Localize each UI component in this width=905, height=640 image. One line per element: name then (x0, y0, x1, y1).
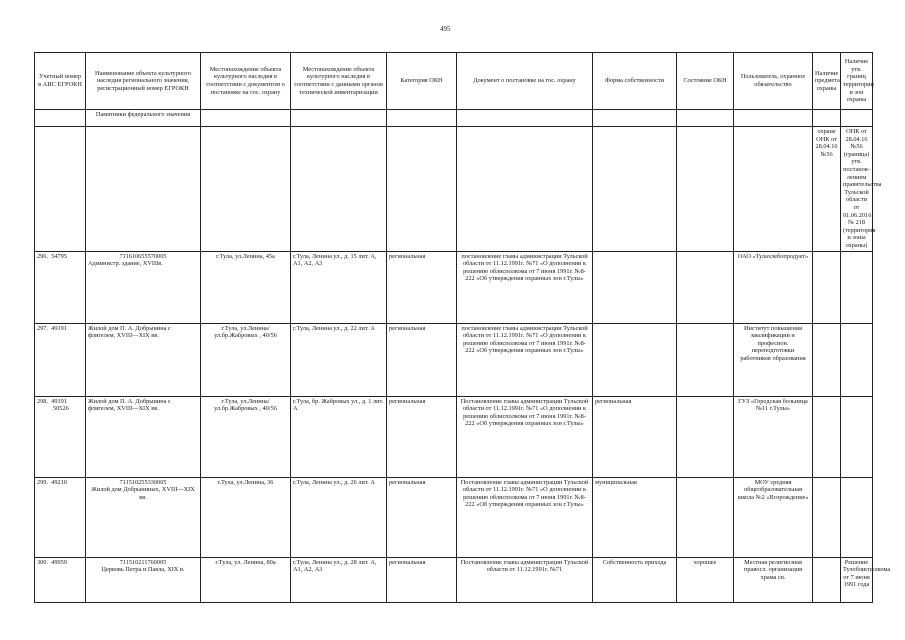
table-row (35, 251, 873, 323)
row-loc-tech: г.Тула, бр. Жабровых ул., д. 1 лит. А (291, 396, 387, 477)
row-user: ОАО «Тулахлебопродукт» (734, 251, 813, 323)
page-number: 495 (440, 25, 451, 33)
row-zones (841, 396, 873, 477)
row-subject (813, 251, 841, 323)
row-condition (677, 396, 734, 477)
row-zones: Решение Тулоблисполкома от 7 июня 1991 года (841, 557, 873, 602)
row-subject (813, 323, 841, 396)
row-user: Местная религиозная правосл. организация храма св. (734, 557, 813, 602)
header-doc: Документ о постановке на гос. охрану (457, 53, 593, 110)
row-user: ГУЗ «Городская больница №11 г.Тулы» (734, 396, 813, 477)
table-subheader-row (35, 110, 873, 127)
row-uchet: 299. 49210 (35, 477, 86, 557)
row-loc-tech: г.Тула, Ленина ул., д. 28 лит. А, А1, А2, А3 (291, 557, 387, 602)
row-condition (677, 251, 734, 323)
row-subject (813, 557, 841, 602)
row-zones (841, 477, 873, 557)
row-ownership: муниципальная (593, 477, 677, 557)
header-condition: Состояние ОКН (677, 53, 734, 110)
row-category: региональная (387, 557, 457, 602)
table-row (35, 477, 873, 557)
header-category: Категория ОКН (387, 53, 457, 110)
table-row (35, 557, 873, 602)
row-subject (813, 396, 841, 477)
row-condition: хорошее (677, 557, 734, 602)
table-header-row (35, 53, 873, 110)
row-category: региональная (387, 477, 457, 557)
header-uchet: Учетный номер в АИС ЕГРОКН (35, 53, 86, 110)
row-loc-doc: г.Тула, ул.Ленина, 36 (201, 477, 291, 557)
header-zones: Наличие утв. границ территории и зон охраны (841, 53, 873, 110)
header-loc-tech: Местонахождение объекта культурного наследия в соответствии с данными органов технической инвентаризации (291, 53, 387, 110)
table-row (35, 323, 873, 396)
row-loc-tech: г.Тула, Ленина ул., д. 22 лит. А (291, 323, 387, 396)
row-uchet: 297. 49191 (35, 323, 86, 396)
row-condition (677, 477, 734, 557)
row-loc-doc: г.Тула, ул.Ленина/ул.бр.Жабровых , 40/56 (201, 323, 291, 396)
row-category: региональная (387, 396, 457, 477)
header-subject: Наличие предмета охраны (813, 53, 841, 110)
header-loc-doc: Местонахождение объекта культурного наследия в соответствии с документом о постановке на гос. охрану (201, 53, 291, 110)
row-loc-doc: г.Тула, ул.Ленина/ул.бр.Жабровых , 40/56 (201, 396, 291, 477)
row-ownership (593, 251, 677, 323)
continuation-zones: ОНК от 28.04.16 №56 (граница) утв. постанов-лением правительства Тульской области от 01.06.2016 № 218 (территория и зоны охраны) (841, 127, 873, 252)
row-loc-doc: г.Тула, ул. Ленина, 80а (201, 557, 291, 602)
row-uchet: 296. 54795 (35, 251, 86, 323)
row-uchet: 298. 49191 50526 (35, 396, 86, 477)
header-name-sub: Памятники федерального значения (86, 110, 201, 127)
row-doc: постановление главы администрации Тульской области от 11.12.1991г. №71 «О дополнении к решению облисполкома от 7 июня 1991г. №8-222 «Об утверждения охранных зон г.Тулы» (457, 251, 593, 323)
row-subject (813, 477, 841, 557)
row-loc-doc: г.Тула, ул.Ленина, 45а (201, 251, 291, 323)
row-condition (677, 323, 734, 396)
row-name: 711610655570005 Администр. здание, XVIIIв. (86, 251, 201, 323)
table-row-continuation (35, 127, 873, 252)
row-doc: Постановление главы администрации Тульской области от 11.12.1991г. №71 «О дополнении к решению облисполкома от 7 июня 1991г. №8-222 «Об утверждения охранных зон г.Тулы» (457, 477, 593, 557)
row-user: Институт повышения квалификации и професион. переподготовки работников образования (734, 323, 813, 396)
row-name: 711510255330005 Жилой дом Добрыниных, XVIII—XIX вв. (86, 477, 201, 557)
row-category: региональная (387, 323, 457, 396)
continuation-subject: охране ОНК от 28.04.16 №56 (813, 127, 841, 252)
row-ownership: Собственность прихода (593, 557, 677, 602)
row-category: региональная (387, 251, 457, 323)
heritage-register-table (34, 52, 891, 603)
row-doc: постановление главы администрации Тульской области от 11.12.1991г. №71 «О дополнении к решению облисполкома от 7 июня 1991г. №8-222 «Об утверждения охранных зон г.Тулы» (457, 323, 593, 396)
row-name: 711510211760005 Церковь Петра и Павла, XIX в. (86, 557, 201, 602)
row-zones (841, 251, 873, 323)
header-user: Пользователь, охранное обязательство (734, 53, 813, 110)
row-doc: Постановление главы администрации Тульской области от 11.12.1991г. №71 «О дополнении к решению облисполкома от 7 июня 1991г. №8-222 «Об утверждения охранных зон г.Тулы» (457, 396, 593, 477)
table-row (35, 396, 873, 477)
row-zones (841, 323, 873, 396)
row-name: Жилой дом П. А. Добрынина с флигелем, XVIII—XIX вв. (86, 323, 201, 396)
row-user: МОУ средняя общеобразовательная школа №2 «Возрождение» (734, 477, 813, 557)
header-ownership: Форма собственности (593, 53, 677, 110)
header-name: Наименование объекта культурного наследия регионального значения, регистрационный номер ЕГРОКН (86, 53, 201, 110)
row-ownership (593, 323, 677, 396)
row-doc: Постановление главы администрации Тульской области от 11.12.1991г. №71 (457, 557, 593, 602)
row-loc-tech: г.Тула, Ленина ул., д. 15 лит. А, А1, А2, А3 (291, 251, 387, 323)
row-loc-tech: г.Тула, Ленина ул., д. 26 лит. А (291, 477, 387, 557)
row-uchet: 300. 49959 (35, 557, 86, 602)
row-name: Жилой дом П. А. Добрынина с флигелем, XVIII—XIX вв. (86, 396, 201, 477)
row-ownership: региональная (593, 396, 677, 477)
